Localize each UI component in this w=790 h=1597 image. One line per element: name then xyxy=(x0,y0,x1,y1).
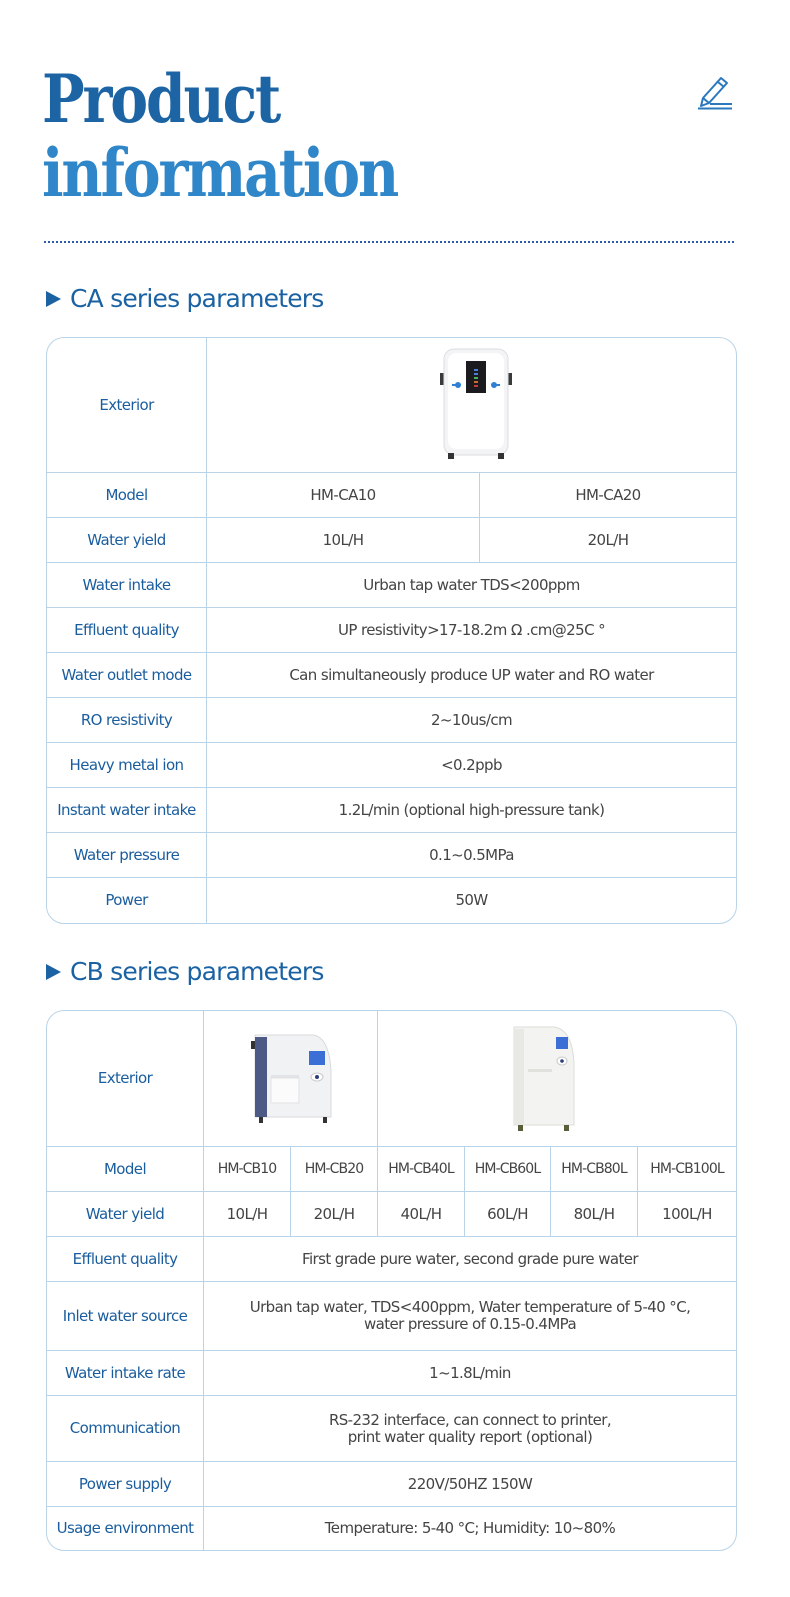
table-row xyxy=(47,1507,736,1550)
row-label: Power xyxy=(47,878,207,923)
row-label: Water yield xyxy=(47,1192,204,1237)
row-value xyxy=(204,1396,736,1462)
row-value: 50W xyxy=(455,891,488,909)
row-value-line: First grade pure water, second grade pure water xyxy=(302,1249,638,1268)
row-value-line: 220V/50HZ 150W xyxy=(407,1474,533,1493)
row-value-line: Urban tap water, TDS<400ppm, Water temperature of 5-40 °C, xyxy=(249,1298,691,1316)
table-row xyxy=(47,1282,736,1351)
table-row-water-yield xyxy=(47,1192,736,1237)
row-label: Water intake xyxy=(47,563,207,608)
row-value xyxy=(204,1462,736,1507)
row-label: RO resistivity xyxy=(47,698,207,743)
row-label: Effluent quality xyxy=(47,608,207,653)
row-label: Communication xyxy=(47,1396,204,1462)
table-row xyxy=(47,698,736,743)
ca-series-heading xyxy=(46,284,324,313)
triangle-bullet-icon xyxy=(46,291,61,307)
page-title-line-1: Product xyxy=(42,60,280,138)
row-label: Water outlet mode xyxy=(47,653,207,698)
table-row-exterior xyxy=(47,338,736,473)
table-row xyxy=(47,1396,736,1462)
model-cell: HM-CA20 xyxy=(480,473,736,518)
table-row xyxy=(47,1351,736,1396)
model-cell: HM-CB20 xyxy=(291,1147,378,1192)
row-label: Power supply xyxy=(47,1462,204,1507)
row-value: Urban tap water TDS<200ppm xyxy=(207,563,736,608)
cb-series-heading xyxy=(46,957,324,986)
pencil-edit-icon xyxy=(696,74,734,114)
table-row xyxy=(47,608,736,653)
page-title xyxy=(42,62,397,210)
row-value: 0.1~0.5MPa xyxy=(207,833,736,878)
row-value-line: print water quality report (optional) xyxy=(347,1427,593,1446)
yield-cell: 20L/H xyxy=(480,518,736,563)
row-label: Inlet water source xyxy=(47,1282,204,1351)
yield-cell: 10L/H xyxy=(204,1192,291,1237)
table-row-model xyxy=(47,473,736,518)
row-label: Exterior xyxy=(47,1011,204,1147)
row-value xyxy=(204,1507,736,1550)
model-cell: HM-CA10 xyxy=(207,473,480,518)
table-row xyxy=(47,788,736,833)
table-row xyxy=(47,1237,736,1282)
cb-series-heading-text: CB series parameters xyxy=(70,957,324,986)
model-cell: HM-CB40L xyxy=(378,1147,465,1192)
table-row xyxy=(47,833,736,878)
row-label: Instant water intake xyxy=(47,788,207,833)
row-label: Exterior xyxy=(47,338,207,473)
row-label: Water intake rate xyxy=(47,1351,204,1396)
table-row xyxy=(47,1462,736,1507)
model-cell: HM-CB10 xyxy=(204,1147,291,1192)
row-value xyxy=(204,1351,736,1396)
table-row-water-yield xyxy=(47,518,736,563)
row-label: Water yield xyxy=(47,518,207,563)
cb-floor-standing-water-purifier-image xyxy=(508,1023,578,1135)
row-label: Water pressure xyxy=(47,833,207,878)
cb-benchtop-water-purifier-image xyxy=(249,1031,333,1127)
yield-cell: 20L/H xyxy=(291,1192,378,1237)
row-label: Heavy metal ion xyxy=(47,743,207,788)
row-label: Model xyxy=(47,1147,204,1192)
ca-series-heading-text: CA series parameters xyxy=(70,284,324,313)
table-row-model xyxy=(47,1147,736,1192)
table-row xyxy=(47,653,736,698)
row-value-line: RS-232 interface, can connect to printer, xyxy=(328,1410,612,1429)
yield-cell: 100L/H xyxy=(638,1192,736,1237)
row-value: <0.2ppb xyxy=(207,743,736,788)
cb-exterior-image-cell-2 xyxy=(378,1011,736,1147)
triangle-bullet-icon xyxy=(46,964,61,980)
row-label: Usage environment xyxy=(47,1507,204,1550)
model-cell: HM-CB100L xyxy=(638,1147,736,1192)
ca-series-water-purifier-image xyxy=(436,347,516,463)
yield-cell: 40L/H xyxy=(378,1192,465,1237)
row-value-line: Temperature: 5-40 °C; Humidity: 10~80% xyxy=(324,1519,616,1537)
model-cell: HM-CB80L xyxy=(551,1147,638,1192)
table-row xyxy=(47,878,736,923)
cb-series-table xyxy=(46,1010,737,1551)
table-row-exterior xyxy=(47,1011,736,1147)
row-value: 2~10us/cm xyxy=(207,698,736,743)
table-row xyxy=(47,743,736,788)
row-value: UP resistivity>17-18.2m Ω .cm@25C ° xyxy=(207,608,736,653)
row-value: 1.2L/min (optional high-pressure tank) xyxy=(207,788,736,833)
row-label: Model xyxy=(47,473,207,518)
table-row xyxy=(47,563,736,608)
yield-cell: 60L/H xyxy=(465,1192,551,1237)
cb-exterior-image-cell xyxy=(204,1011,378,1147)
dotted-divider xyxy=(44,241,734,243)
page-title-line-2: information xyxy=(42,134,398,212)
yield-cell: 80L/H xyxy=(551,1192,638,1237)
row-value xyxy=(204,1237,736,1282)
model-cell: HM-CB60L xyxy=(465,1147,551,1192)
row-value-line: water pressure of 0.15-0.4MPa xyxy=(363,1315,577,1333)
row-value: Can simultaneously produce UP water and RO water xyxy=(207,653,736,698)
yield-cell: 10L/H xyxy=(207,518,480,563)
row-label: Effluent quality xyxy=(47,1237,204,1282)
ca-exterior-image-cell xyxy=(207,338,736,473)
ca-series-table xyxy=(46,337,737,924)
row-value-line: 1~1.8L/min xyxy=(429,1363,511,1382)
row-value xyxy=(204,1282,736,1351)
